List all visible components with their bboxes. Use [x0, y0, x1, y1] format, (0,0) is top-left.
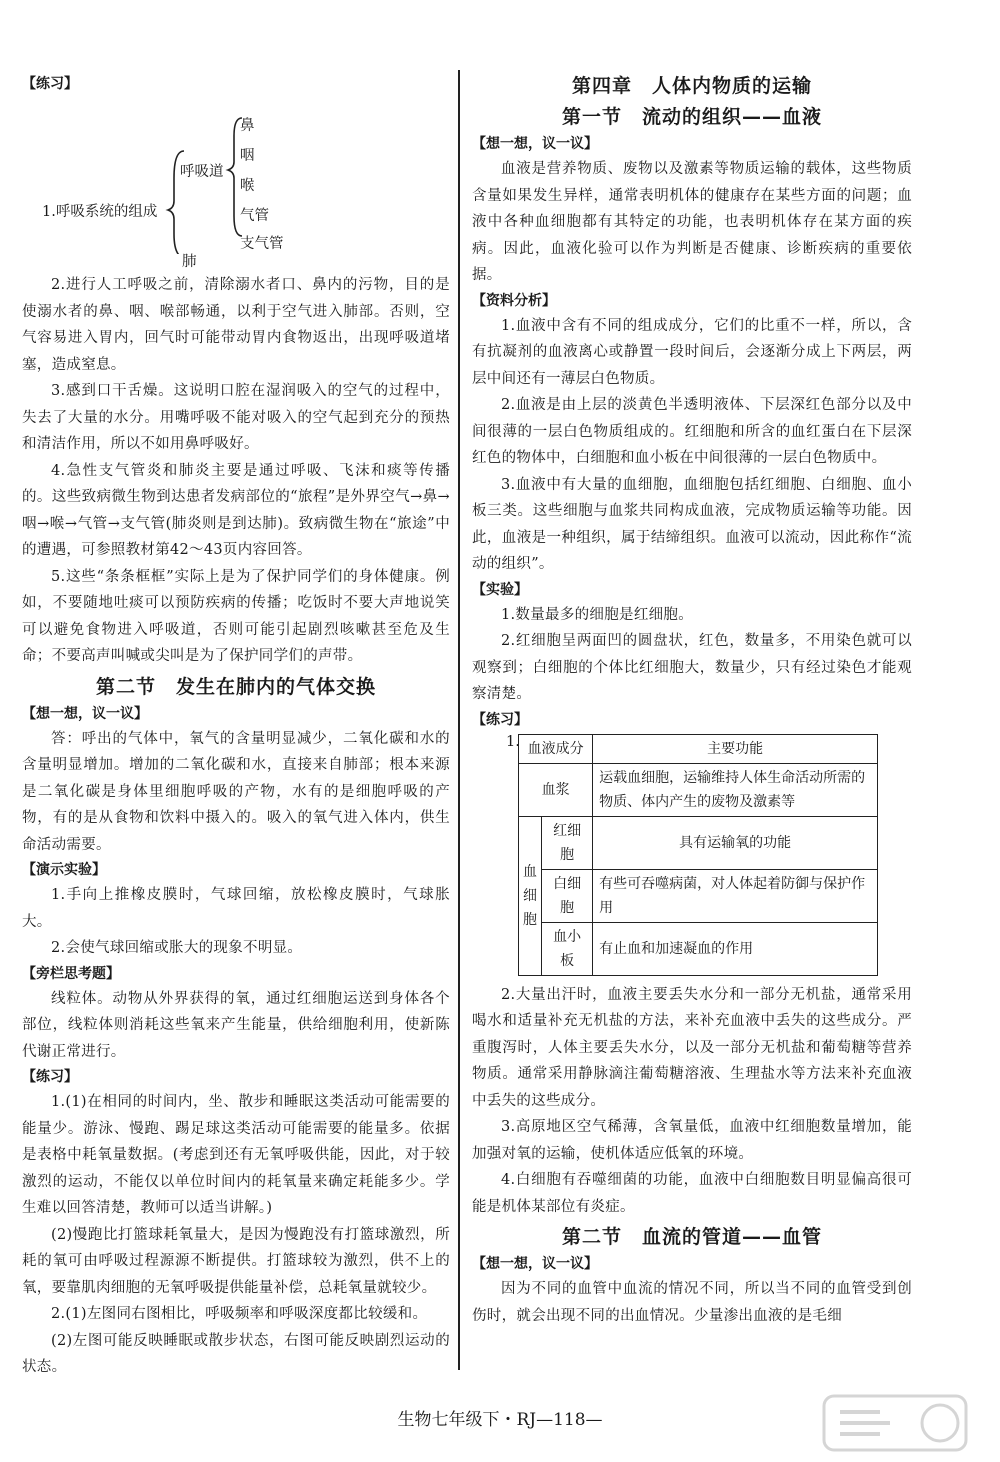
- bracket-lines: [22, 96, 450, 254]
- data-answer-2: 2.血液是由上层的淡黄色半透明液体、下层深红色部分以及中间很薄的一层白色物质组成的。红细胞和所含的血红蛋白在下层深红色的物体中，白细胞和血小板在中间很薄的一层白色物质中。: [472, 397, 912, 466]
- cell-blood-cells-label: [519, 816, 542, 975]
- tree-part-larynx: 喉: [240, 178, 255, 194]
- exercise-2-part-1: 2.(1)左图同右图相比，呼吸频率和呼吸深度都比较缓和。: [51, 1306, 428, 1322]
- cell-platelet: 血小板: [542, 922, 593, 975]
- think-answer-vessels: 因为不同的血管中血流的情况不同，所以当不同的血管受到创伤时，就会出现不同的出血情况。少量渗出血液的是毛细: [472, 1281, 912, 1324]
- watermark-logo: [820, 1392, 970, 1454]
- experiment-answer-1: 1.数量最多的细胞是红细胞。: [501, 606, 694, 623]
- exercise-1-part-2: (2)慢跑比打篮球耗氧量大，是因为慢跑没有打篮球激烈，所耗的氧可由呼吸过程源源不断提供。打篮球较为激烈，供不上的氧，要靠肌肉细胞的无氧呼吸提供能量补偿，总耗氧量就较少。: [22, 1226, 450, 1296]
- table-header-row: [519, 734, 878, 763]
- data-answer-1: 1.血液中含有不同的组成成分，它们的比重不一样，所以，含有抗凝剂的血液离心或静置一段时间后，会逐渐分成上下两层，两层中间还有一薄层白色物质。: [472, 317, 912, 387]
- demo-answer-2: 2.会使气球回缩或胀大的现象不明显。: [51, 940, 303, 956]
- blood-components-table: [518, 734, 878, 976]
- cell-wbc: 白细胞: [542, 869, 593, 922]
- respiratory-system-diagram: [22, 96, 450, 254]
- think-answer-blood: 血液是营养物质、废物以及激素等物质运输的载体，这些物质含量如果发生异样，通常表明机体的健康存在某些方面的问题；血液中各种血细胞都有其特定的功能，也表明机体存在某方面的疾病。因此，血液化验可以作为判断是否健康、诊断疾病的重要依据。: [472, 161, 912, 283]
- table-row: [519, 816, 878, 869]
- practice-heading-2: 【练习】: [22, 1069, 78, 1085]
- tree-root: 1.呼吸系统的组成: [42, 204, 158, 220]
- sidebar-question-heading: 【旁栏思考题】: [22, 965, 120, 982]
- tree-part-pharynx: 咽: [240, 148, 255, 164]
- tree-part-bronchi: 支气管: [240, 236, 284, 252]
- answer-4: 4.急性支气管炎和肺炎主要是通过呼吸、飞沫和痰等传播的。这些致病微生物到达患者发病部位的“旅程”是外界空气→鼻→咽→喉→气管→支气管(肺炎则是到达肺)。致病微生物在“旅途”中的遭遇，可参照教材第42～43页内容回答。: [22, 462, 450, 558]
- practice-heading: 【练习】: [472, 711, 528, 728]
- section-title-gas-exchange: 第二节 发生在肺内的气体交换: [95, 675, 376, 698]
- label-char: 细: [523, 887, 537, 904]
- header-function: 主要功能: [593, 734, 878, 763]
- cell-wbc-function: 有些可吞噬病菌，对人体起着防御与保护作用: [593, 869, 878, 922]
- answer-3: 3.感到口干舌燥。这说明口腔在湿润吸入的空气的过程中，失去了大量的水分。用嘴呼吸不能对吸入的空气起到充分的预热和清洁作用，所以不如用鼻呼吸好。: [22, 383, 450, 452]
- left-column: [22, 72, 450, 1381]
- practice-heading: 【练习】: [22, 76, 78, 92]
- right-column: [472, 72, 912, 1329]
- think-discuss-heading: 【想一想，议一议】: [472, 136, 598, 152]
- chapter-title: 第四章 人体内物质的运输: [571, 75, 812, 97]
- think-discuss-heading-2: 【想一想，议一议】: [472, 1256, 598, 1272]
- cell-rbc-function: 具有运输氧的功能: [593, 816, 878, 869]
- answer-2: 2.进行人工呼吸之前，清除溺水者口、鼻内的污物，目的是使溺水者的鼻、咽、喉部畅通，以利于空气进入肺部。否则，空气容易进入胃内，回气时可能带动胃内食物返出，出现呼吸道堵塞，造成窒息。: [22, 277, 450, 373]
- answer-5: 5.这些“条条框框”实际上是为了保护同学们的身体健康。例如，不要随地吐痰可以预防疾病的传播；吃饭时不要大声地说笑可以避免食物进入呼吸道，否则可能引起剧烈咳嗽甚至危及生命；不要高声叫喊或尖叫是为了保护同学们的声带。: [22, 568, 450, 664]
- cell-plasma: 血浆: [519, 763, 593, 816]
- cell-rbc: 红细胞: [542, 816, 593, 869]
- tree-lung: 肺: [182, 254, 197, 270]
- demo-answer-1: 1.手向上推橡皮膜时，气球回缩，放松橡皮膜时，气球胀大。: [22, 887, 450, 930]
- demo-experiment-heading: 【演示实验】: [22, 862, 106, 878]
- header-component: 血液成分: [519, 734, 593, 763]
- practice-answer-2: 2.大量出汗时，血液主要丢失水分和一部分无机盐，通常采用喝水和适量补充无机盐的方法，来补充血液中丢失的这些成分。严重腹泻时，人体主要丢失水分，以及一部分无机盐和葡萄糖等营养物质。通常采用静脉滴注葡萄糖溶液、生理盐水等方法来补充血液中丢失的这些成分。: [472, 986, 912, 1109]
- tree-branch-airway: 呼吸道: [180, 164, 224, 180]
- exercise-2-part-2: (2)左图可能反映睡眠或散步状态，右图可能反映剧烈运动的状态。: [22, 1332, 450, 1375]
- column-divider: [458, 70, 460, 1370]
- think-discuss-heading: 【想一想，议一议】: [22, 705, 148, 722]
- exercise-1-part-1: 1.(1)在相同的时间内，坐、散步和睡眠这类活动可能需要的能量少。游泳、慢跑、踢足球这类活动可能需要的能量多。依据是表格中耗氧量数据。(考虑到还有无氧呼吸供能，因此，对于较激烈的运动，不能仅以单位时间内的耗氧量来确定耗能多少。学生难以回答清楚，教师可以适当讲解。): [22, 1094, 450, 1216]
- data-analysis-heading: 【资料分析】: [472, 292, 556, 309]
- table-row: [519, 869, 878, 922]
- blood-components-table-wrap: [472, 734, 912, 976]
- table-number: 1.: [506, 733, 520, 750]
- practice-answer-4: 4.白细胞有吞噬细菌的功能，血液中白细胞数目明显偏高很可能是机体某部位有炎症。: [472, 1172, 912, 1215]
- think-answer: 答：呼出的气体中，氧气的含量明显减少，二氧化碳和水的含量明显增加。增加的二氧化碳和水，直接来自肺部；根本来源是二氧化碳是身体里细胞呼吸的产物，水有的是细胞呼吸的产物，有的是从食物和饮料中摄入的。吸入的氧气进入体内，供生命活动需要。: [22, 730, 450, 853]
- cell-platelet-function: 有止血和加速凝血的作用: [593, 922, 878, 975]
- experiment-heading: 【实验】: [472, 581, 528, 598]
- cell-plasma-function: 运载血细胞，运输维持人体生命活动所需的物质、体内产生的废物及激素等: [593, 763, 878, 816]
- table-row: [519, 922, 878, 975]
- experiment-answer-2: 2.红细胞呈两面凹的圆盘状，红色，数量多，不用染色就可以观察到；白细胞的个体比红细胞大，数量少，只有经过染色才能观察清楚。: [472, 633, 912, 702]
- data-answer-3: 3.血液中有大量的血细胞，血细胞包括红细胞、白细胞、血小板三类。这些细胞与血浆共同构成血液，完成物质运输等功能。因此，血液是一种组织，属于结缔组织。血液可以流动，因此称作“流动的组织”。: [472, 476, 912, 572]
- section-title-blood: 第一节 流动的组织——血液: [561, 106, 822, 128]
- sidebar-answer: 线粒体。动物从外界获得的氧，通过红细胞运送到身体各个部位，线粒体则消耗这些氧来产生能量，供给细胞利用，使新陈代谢正常进行。: [22, 990, 450, 1060]
- label-char: 血: [523, 863, 537, 880]
- label-char: 胞: [523, 911, 537, 928]
- practice-answer-3: 3.高原地区空气稀薄，含氧量低，血液中红细胞数量增加，能加强对氧的运输，使机体适应低氧的环境。: [472, 1119, 912, 1162]
- section-title-vessels: 第二节 血流的管道——血管: [561, 1226, 822, 1248]
- table-row: [519, 763, 878, 816]
- page-footer: 生物七年级下・RJ—118—: [397, 1410, 603, 1430]
- tree-part-nose: 鼻: [240, 118, 255, 134]
- tree-part-trachea: 气管: [240, 208, 269, 224]
